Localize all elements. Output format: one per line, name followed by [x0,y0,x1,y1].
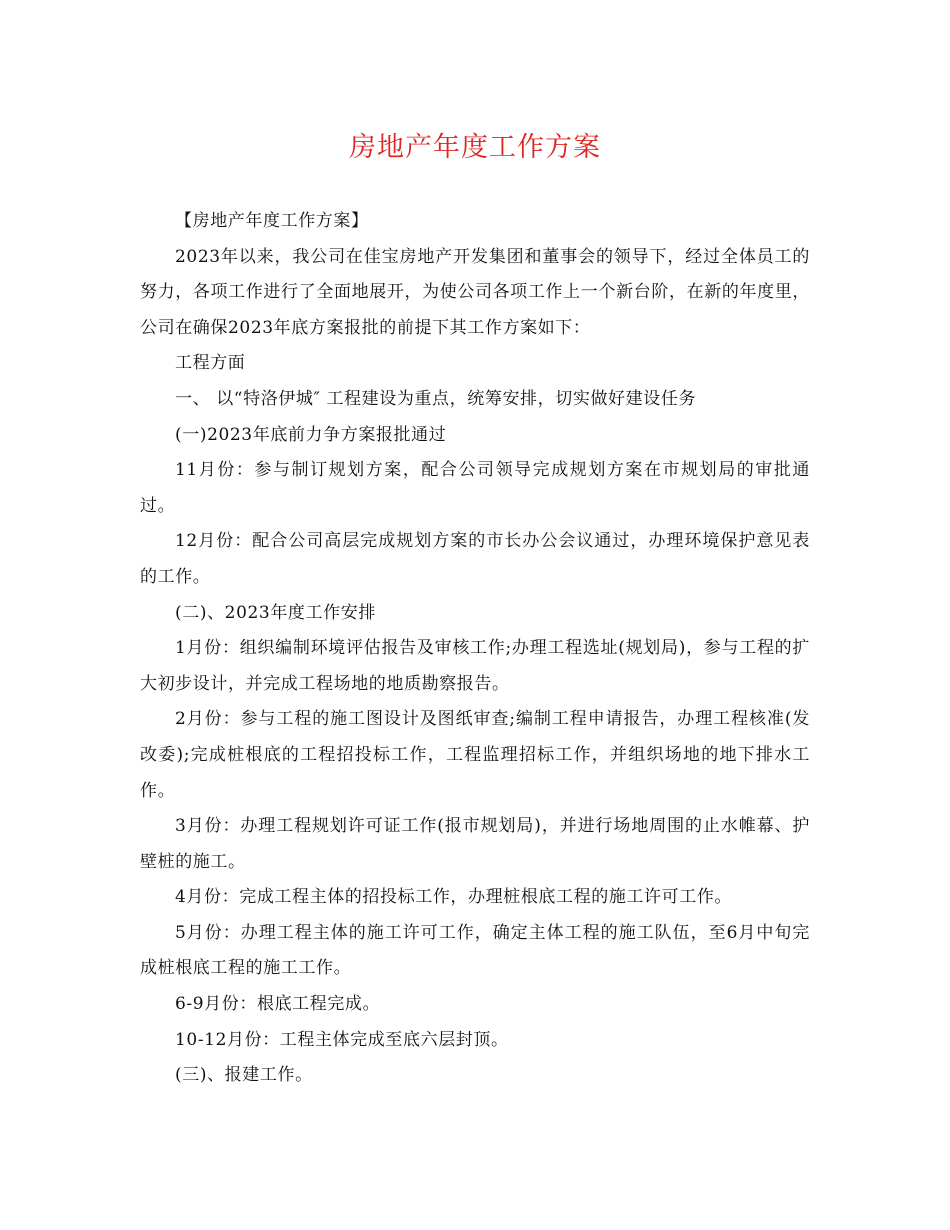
paragraph-subsection-1: (一)2023年底前力争方案报批通过 [175,424,447,445]
paragraph-subsection-2: (二)、2023年度工作安排 [175,602,376,623]
paragraph-november: 11月份：参与制订规划方案，配合公司领导完成规划方案在市规划局的审批通过。 [140,460,810,516]
paragraph-heading-bracket: 【房地产年度工作方案】 [175,211,369,231]
document-title: 房地产年度工作方案 [349,132,601,163]
paragraph-march: 3月份：办理工程规划许可证工作(报市规划局)，并进行场地周围的止水帷幕、护壁桩的施工。 [140,816,810,872]
paragraph-june-september: 6-9月份：根底工程完成。 [175,994,381,1015]
document-body [140,204,810,1094]
paragraph-intro: 2023年以来，我公司在佳宝房地产开发集团和董事会的领导下，经过全体员工的努力，各项工作进行了全面地展开，为使公司各项工作上一个新台阶，在新的年度里，公司在确保2023年底方案报批的前提下其工作方案如下： [140,246,810,338]
paragraph-january: 1月份：组织编制环境评估报告及审核工作;办理工程选址(规划局)，参与工程的扩大初步设计，并完成工程场地的地质勘察报告。 [140,638,810,694]
paragraph-october-december: 10-12月份：工程主体完成至底六层封顶。 [175,1029,509,1050]
paragraph-subsection-3: (三)、报建工作。 [175,1065,313,1086]
paragraph-may: 5月份：办理工程主体的施工许可工作，确定主体工程的施工队伍，至6月中旬完成桩根底工程的施工工作。 [140,922,810,979]
paragraph-april: 4月份：完成工程主体的招投标工作，办理桩根底工程的施工许可工作。 [175,887,733,908]
paragraph-item-one: 一、 以“特洛伊城″ 工程建设为重点，统筹安排，切实做好建设任务 [175,388,697,409]
paragraph-february: 2月份：参与工程的施工图设计及图纸审查;编制工程申请报告，办理工程核准(发改委);完成桩根底的工程招投标工作，工程监理招标工作，并组织场地的地下排水工作。 [140,709,810,801]
paragraph-section-engineering: 工程方面 [175,353,246,374]
paragraph-december: 12月份：配合公司高层完成规划方案的市长办公会议通过，办理环境保护意见表的工作。 [140,531,810,587]
